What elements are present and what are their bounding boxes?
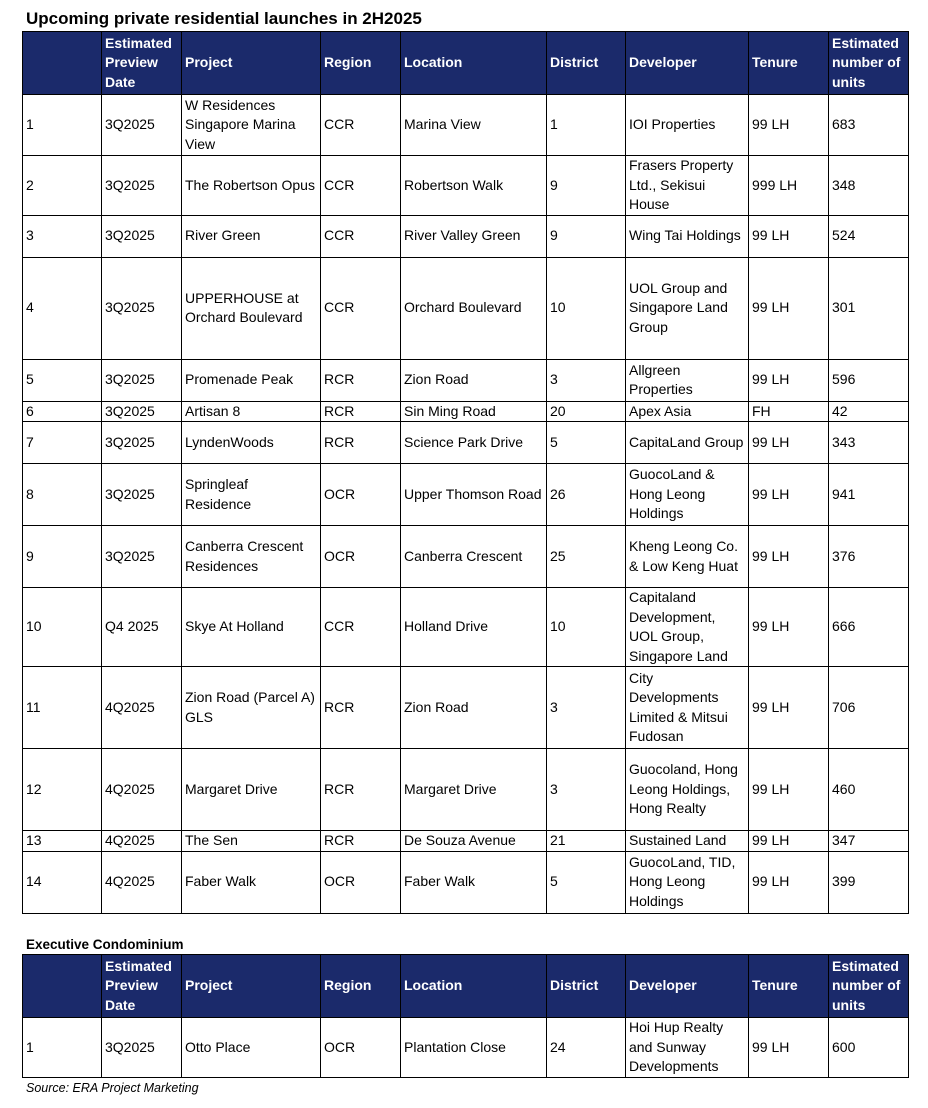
cell-district: 3 [547, 749, 626, 831]
cell-preview-date: 3Q2025 [102, 215, 182, 257]
cell-tenure: 99 LH [749, 667, 829, 749]
cell-tenure: 999 LH [749, 156, 829, 216]
cell-no: 4 [23, 257, 102, 359]
cell-tenure: 99 LH [749, 359, 829, 401]
cell-location: Zion Road [401, 667, 547, 749]
cell-units: 706 [829, 667, 909, 749]
cell-no: 13 [23, 831, 102, 852]
cell-tenure: 99 LH [749, 749, 829, 831]
cell-district: 26 [547, 464, 626, 526]
table-row [23, 257, 909, 359]
cell-district: 21 [547, 831, 626, 852]
table-row [23, 588, 909, 667]
cell-tenure: 99 LH [749, 526, 829, 588]
cell-district: 25 [547, 526, 626, 588]
launches-table [22, 31, 909, 914]
header-col-tenure: Tenure [749, 955, 829, 1018]
cell-developer: UOL Group and Singapore Land Group [626, 257, 749, 359]
cell-region: OCR [321, 1018, 401, 1078]
cell-developer: City Developments Limited & Mitsui Fudosan [626, 667, 749, 749]
table-row [23, 156, 909, 216]
cell-district: 10 [547, 588, 626, 667]
cell-district: 24 [547, 1018, 626, 1078]
cell-no: 9 [23, 526, 102, 588]
table-row [23, 1018, 909, 1078]
header-col-units: Estimated number of units [829, 955, 909, 1018]
cell-region: CCR [321, 215, 401, 257]
header-col-region: Region [321, 955, 401, 1018]
cell-tenure: 99 LH [749, 588, 829, 667]
cell-project: Zion Road (Parcel A) GLS [182, 667, 321, 749]
table-row [23, 464, 909, 526]
cell-project: The Sen [182, 831, 321, 852]
table-row [23, 422, 909, 464]
table-row [23, 359, 909, 401]
cell-tenure: 99 LH [749, 215, 829, 257]
cell-no: 14 [23, 851, 102, 913]
cell-region: OCR [321, 464, 401, 526]
cell-project: Skye At Holland [182, 588, 321, 667]
cell-preview-date: 3Q2025 [102, 95, 182, 156]
cell-units: 376 [829, 526, 909, 588]
ec-table-body [23, 1018, 909, 1078]
cell-preview-date: Q4 2025 [102, 588, 182, 667]
table-row [23, 401, 909, 422]
cell-project: W Residences Singapore Marina View [182, 95, 321, 156]
cell-region: OCR [321, 851, 401, 913]
header-col-district: District [547, 955, 626, 1018]
cell-region: RCR [321, 401, 401, 422]
header-col-developer: Developer [626, 955, 749, 1018]
table-row [23, 831, 909, 852]
header-col-preview-date: Estimated Preview Date [102, 32, 182, 95]
table-row [23, 749, 909, 831]
cell-preview-date: 3Q2025 [102, 401, 182, 422]
cell-no: 3 [23, 215, 102, 257]
cell-preview-date: 3Q2025 [102, 526, 182, 588]
cell-location: Zion Road [401, 359, 547, 401]
cell-developer: Kheng Leong Co. & Low Keng Huat [626, 526, 749, 588]
cell-location: Canberra Crescent [401, 526, 547, 588]
cell-district: 5 [547, 851, 626, 913]
cell-no: 12 [23, 749, 102, 831]
cell-preview-date: 3Q2025 [102, 257, 182, 359]
table-header [23, 32, 909, 95]
cell-region: CCR [321, 156, 401, 216]
cell-project: The Robertson Opus [182, 156, 321, 216]
cell-location: Upper Thomson Road [401, 464, 547, 526]
cell-developer: CapitaLand Group [626, 422, 749, 464]
cell-developer: IOI Properties [626, 95, 749, 156]
cell-no: 1 [23, 95, 102, 156]
cell-preview-date: 4Q2025 [102, 749, 182, 831]
table-row [23, 215, 909, 257]
cell-units: 524 [829, 215, 909, 257]
cell-region: CCR [321, 257, 401, 359]
header-col-location: Location [401, 32, 547, 95]
cell-district: 3 [547, 667, 626, 749]
cell-units: 347 [829, 831, 909, 852]
cell-region: RCR [321, 422, 401, 464]
cell-no: 10 [23, 588, 102, 667]
cell-developer: Hoi Hup Realty and Sunway Developments [626, 1018, 749, 1078]
page-title: Upcoming private residential launches in 2H2025 [26, 9, 422, 28]
cell-preview-date: 3Q2025 [102, 422, 182, 464]
cell-developer: Sustained Land [626, 831, 749, 852]
header-col-project: Project [182, 32, 321, 95]
cell-tenure: 99 LH [749, 95, 829, 156]
cell-region: RCR [321, 359, 401, 401]
cell-developer: Wing Tai Holdings [626, 215, 749, 257]
cell-location: Sin Ming Road [401, 401, 547, 422]
cell-no: 7 [23, 422, 102, 464]
cell-developer: Allgreen Properties [626, 359, 749, 401]
cell-tenure: 99 LH [749, 464, 829, 526]
cell-units: 666 [829, 588, 909, 667]
ec-table [22, 954, 909, 1078]
cell-preview-date: 4Q2025 [102, 667, 182, 749]
cell-developer: Apex Asia [626, 401, 749, 422]
cell-location: Robertson Walk [401, 156, 547, 216]
cell-developer: Frasers Property Ltd., Sekisui House [626, 156, 749, 216]
cell-no: 11 [23, 667, 102, 749]
header-col-project: Project [182, 955, 321, 1018]
cell-district: 1 [547, 95, 626, 156]
cell-project: Margaret Drive [182, 749, 321, 831]
cell-units: 343 [829, 422, 909, 464]
header-col-no [23, 32, 102, 95]
cell-region: CCR [321, 588, 401, 667]
ec-table-header [23, 955, 909, 1018]
cell-project: Promenade Peak [182, 359, 321, 401]
cell-tenure: FH [749, 401, 829, 422]
table-row [23, 851, 909, 913]
cell-units: 399 [829, 851, 909, 913]
cell-tenure: 99 LH [749, 831, 829, 852]
cell-units: 941 [829, 464, 909, 526]
table-row [23, 667, 909, 749]
cell-district: 9 [547, 156, 626, 216]
cell-location: Margaret Drive [401, 749, 547, 831]
cell-project: Canberra Crescent Residences [182, 526, 321, 588]
cell-district: 20 [547, 401, 626, 422]
header-col-no [23, 955, 102, 1018]
cell-district: 9 [547, 215, 626, 257]
cell-region: CCR [321, 95, 401, 156]
header-col-preview-date: Estimated Preview Date [102, 955, 182, 1018]
cell-no: 5 [23, 359, 102, 401]
cell-district: 3 [547, 359, 626, 401]
cell-location: Faber Walk [401, 851, 547, 913]
ec-section-title: Executive Condominium [26, 937, 184, 952]
cell-tenure: 99 LH [749, 257, 829, 359]
cell-location: River Valley Green [401, 215, 547, 257]
cell-units: 348 [829, 156, 909, 216]
cell-location: De Souza Avenue [401, 831, 547, 852]
cell-location: Holland Drive [401, 588, 547, 667]
cell-location: Plantation Close [401, 1018, 547, 1078]
cell-region: RCR [321, 667, 401, 749]
cell-preview-date: 4Q2025 [102, 831, 182, 852]
table-row [23, 526, 909, 588]
cell-no: 6 [23, 401, 102, 422]
cell-project: LyndenWoods [182, 422, 321, 464]
source-note: Source: ERA Project Marketing [26, 1081, 199, 1095]
cell-units: 301 [829, 257, 909, 359]
cell-preview-date: 4Q2025 [102, 851, 182, 913]
cell-units: 600 [829, 1018, 909, 1078]
cell-preview-date: 3Q2025 [102, 1018, 182, 1078]
cell-developer: Capitaland Development, UOL Group, Singapore Land [626, 588, 749, 667]
cell-no: 8 [23, 464, 102, 526]
cell-tenure: 99 LH [749, 422, 829, 464]
cell-project: UPPERHOUSE at Orchard Boulevard [182, 257, 321, 359]
header-col-location: Location [401, 955, 547, 1018]
header-col-units: Estimated number of units [829, 32, 909, 95]
cell-developer: GuocoLand, TID, Hong Leong Holdings [626, 851, 749, 913]
header-col-region: Region [321, 32, 401, 95]
cell-preview-date: 3Q2025 [102, 359, 182, 401]
cell-location: Orchard Boulevard [401, 257, 547, 359]
cell-no: 1 [23, 1018, 102, 1078]
cell-project: Otto Place [182, 1018, 321, 1078]
cell-units: 596 [829, 359, 909, 401]
cell-units: 683 [829, 95, 909, 156]
cell-project: Springleaf Residence [182, 464, 321, 526]
cell-region: RCR [321, 749, 401, 831]
cell-project: Faber Walk [182, 851, 321, 913]
cell-developer: Guocoland, Hong Leong Holdings, Hong Realty [626, 749, 749, 831]
cell-preview-date: 3Q2025 [102, 156, 182, 216]
cell-location: Science Park Drive [401, 422, 547, 464]
cell-units: 42 [829, 401, 909, 422]
cell-region: OCR [321, 526, 401, 588]
cell-tenure: 99 LH [749, 851, 829, 913]
cell-district: 5 [547, 422, 626, 464]
cell-district: 10 [547, 257, 626, 359]
cell-location: Marina View [401, 95, 547, 156]
table-body [23, 95, 909, 914]
header-col-district: District [547, 32, 626, 95]
cell-units: 460 [829, 749, 909, 831]
cell-region: RCR [321, 831, 401, 852]
cell-no: 2 [23, 156, 102, 216]
cell-project: River Green [182, 215, 321, 257]
header-col-tenure: Tenure [749, 32, 829, 95]
header-col-developer: Developer [626, 32, 749, 95]
cell-tenure: 99 LH [749, 1018, 829, 1078]
table-row [23, 95, 909, 156]
cell-developer: GuocoLand & Hong Leong Holdings [626, 464, 749, 526]
cell-project: Artisan 8 [182, 401, 321, 422]
cell-preview-date: 3Q2025 [102, 464, 182, 526]
